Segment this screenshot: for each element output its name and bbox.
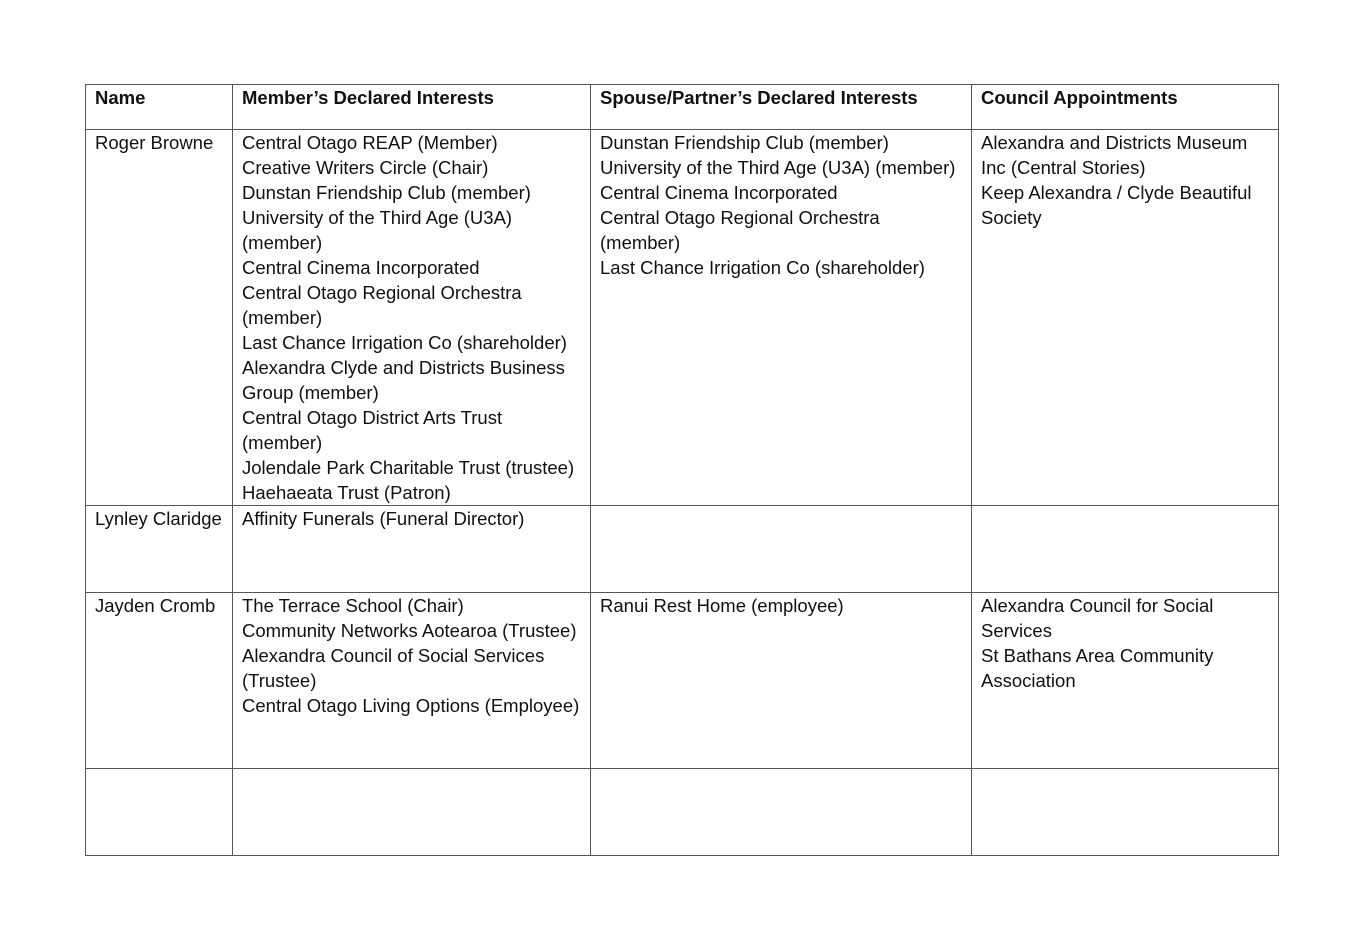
- interest-item: The Terrace School (Chair): [242, 595, 464, 616]
- member-name: Roger Browne: [95, 132, 214, 153]
- interest-item: Jolendale Park Charitable Trust (trustee): [242, 457, 575, 478]
- spouse-interest-item: Central Cinema Incorporated: [600, 182, 838, 203]
- interest-item: Central Otago Regional Orchestra (member): [242, 282, 522, 328]
- interest-item: Alexandra Council of Social Services (Trustee): [242, 645, 545, 691]
- member-name-cell: [86, 130, 233, 506]
- empty-cell: [233, 769, 591, 856]
- header-name: Name: [86, 85, 233, 130]
- member-name: Jayden Cromb: [95, 595, 216, 616]
- interest-item: Dunstan Friendship Club (member): [242, 182, 531, 203]
- spouse-interests-cell: [591, 593, 972, 769]
- spouse-interest-item: University of the Third Age (U3A) (member): [600, 157, 956, 178]
- spouse-interests-cell: [591, 130, 972, 506]
- interest-item: Alexandra Clyde and Districts Business Group (member): [242, 357, 565, 403]
- interests-register-table: [85, 84, 1279, 856]
- interest-item: Creative Writers Circle (Chair): [242, 157, 489, 178]
- council-appointment-item: Alexandra Council for Social Services: [981, 595, 1214, 641]
- interest-item: Central Cinema Incorporated: [242, 257, 480, 278]
- header-council-appointments: Council Appointments: [972, 85, 1279, 130]
- spouse-interest-item: Ranui Rest Home (employee): [600, 595, 844, 616]
- empty-cell: [591, 769, 972, 856]
- header-member-interests: Member’s Declared Interests: [233, 85, 591, 130]
- table-row: [86, 506, 1279, 593]
- council-appointments-cell: [972, 593, 1279, 769]
- header-spouse-interests: Spouse/Partner’s Declared Interests: [591, 85, 972, 130]
- header-row: [86, 85, 1279, 130]
- council-appointment-item: Keep Alexandra / Clyde Beautiful Society: [981, 182, 1252, 228]
- empty-table-row: [86, 769, 1279, 856]
- interest-item: Affinity Funerals (Funeral Director): [242, 508, 525, 529]
- interest-item: Haehaeata Trust (Patron): [242, 482, 451, 503]
- table-row: [86, 593, 1279, 769]
- spouse-interest-item: Central Otago Regional Orchestra (member): [600, 207, 880, 253]
- interest-item: Community Networks Aotearoa (Trustee): [242, 620, 577, 641]
- council-appointments-cell: [972, 506, 1279, 593]
- member-interests-cell: [233, 130, 591, 506]
- member-name: Lynley Claridge: [95, 508, 222, 529]
- empty-cell: [972, 769, 1279, 856]
- spouse-interest-item: Dunstan Friendship Club (member): [600, 132, 889, 153]
- interest-item: Central Otago REAP (Member): [242, 132, 498, 153]
- spouse-interests-cell: [591, 506, 972, 593]
- empty-cell: [86, 769, 233, 856]
- interest-item: Central Otago Living Options (Employee): [242, 695, 580, 716]
- council-appointment-item: St Bathans Area Community Association: [981, 645, 1214, 691]
- interest-item: University of the Third Age (U3A) (member): [242, 207, 513, 253]
- member-name-cell: [86, 506, 233, 593]
- table-row: [86, 130, 1279, 506]
- member-interests-cell: [233, 593, 591, 769]
- member-name-cell: [86, 593, 233, 769]
- spouse-interest-item: Last Chance Irrigation Co (shareholder): [600, 257, 925, 278]
- member-interests-cell: [233, 506, 591, 593]
- council-appointments-cell: [972, 130, 1279, 506]
- interest-item: Central Otago District Arts Trust (member): [242, 407, 503, 453]
- council-appointment-item: Alexandra and Districts Museum Inc (Central Stories): [981, 132, 1248, 178]
- interest-item: Last Chance Irrigation Co (shareholder): [242, 332, 567, 353]
